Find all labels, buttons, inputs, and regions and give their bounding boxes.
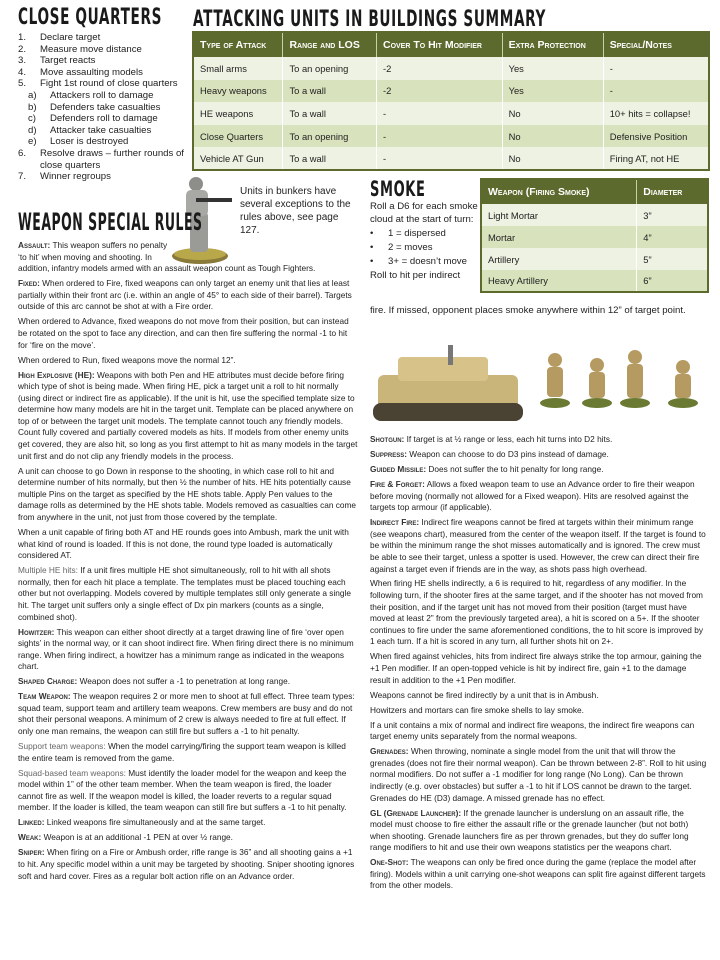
rule-term: Weak: <box>18 832 42 843</box>
table-cell: To an opening <box>283 57 377 80</box>
rule-term: Suppress: <box>370 448 407 459</box>
rule-text: This weapon suffers no penalty ‘to hit’ when moving and shooting. In addition, infantry models armed with an assault weapon count as Tough Fighters. <box>18 240 316 274</box>
step-text: Defenders roll to damage <box>50 113 158 125</box>
rule-paragraph <box>18 768 358 814</box>
step-text: Loser is destroyed <box>50 136 129 148</box>
rule-text: When ordered to Fire, fixed weapons can only target an enemy unit that lies at least partially within their front arc (i.e. within an angle of 45° to each side of their barrel). Targets outside of this arc cannot be shot at with a Fire order. <box>18 278 352 312</box>
step-text: Defenders take casualties <box>50 101 161 113</box>
table-cell: - <box>376 147 502 170</box>
column-header: Weapon (Firing Smoke) <box>481 179 637 204</box>
rule-paragraph <box>370 651 707 686</box>
rule-paragraph <box>18 370 358 463</box>
rule-text: If target is at ½ range or less, each hit turns into D2 hits. <box>404 434 613 444</box>
step-number: 5. <box>18 78 27 90</box>
image-wrap-spacer <box>173 240 358 252</box>
rule-text: When firing on a Fire or Ambush order, rifle range is 36” and all shooting gains a +1 to hit. Any specific model within a unit may be targeted by shooting. Sniper shooting ignores soft and hard cover. Fires as a regular bolt action rifle on an Advance order. <box>18 847 355 881</box>
rule-text: If a unit contains a mix of normal and indirect fire weapons, the indirect fire weapons can target enemy units separately from the normal weapons. <box>370 719 695 742</box>
rule-paragraph <box>370 578 707 648</box>
rule-term: High Explosive (HE): <box>18 369 95 380</box>
rule-term: GL (Grenade Launcher): <box>370 807 462 818</box>
smoke-table <box>480 178 709 293</box>
step-text: Attacker take casualties <box>50 124 152 136</box>
rule-paragraph <box>370 479 707 514</box>
rule-text: Weapon can choose to do D3 pins instead of damage. <box>406 448 609 459</box>
table-row <box>481 270 708 292</box>
step-item <box>18 32 190 44</box>
step-number: d) <box>28 124 37 136</box>
rule-term: Linked: <box>18 817 45 828</box>
vehicle-model-image <box>368 335 528 430</box>
rule-paragraph <box>18 676 358 688</box>
rule-text: If a unit fires multiple HE shot simultaneously, roll to hit with all shots normally, then for each hit place a template. The templates must be placed touching each other but not overlapping. Models covered by multiple templates still only generate a single hit. The target unit suffers only a single effect of Dx pin markers (counts as a single, combined shot). <box>18 565 351 622</box>
rule-text: When a unit capable of firing both AT and HE rounds goes into Ambush, mark the unit with what kind of round is loaded. If this is not done, the round type loaded is automatically considered AT. <box>18 527 349 561</box>
step-item <box>18 67 190 79</box>
step-number: 2. <box>18 43 27 55</box>
table-cell: Yes <box>502 57 603 80</box>
step-number: 4. <box>18 66 27 78</box>
table-cell: 3” <box>637 204 708 226</box>
step-text: Target reacts <box>40 55 96 67</box>
smoke-tail: Roll to hit per indirect <box>370 270 461 281</box>
rule-text: When throwing, nominate a single model from the unit that will throw the grenades (does not fire their normal weapon). Can be thrown between 2-8”. Roll to hit using normal modifiers. Do not suffer a -1 modifier for long range (No Long). Can be thrown indirectly (e.g. over obstacles) but suffer a -1 to hit if LOS cannot be drawn to the target. Grenades do HE (D3) damage. A missed grenade has no effect. <box>370 746 707 803</box>
step-number: b) <box>28 101 37 113</box>
step-number: 3. <box>18 55 27 67</box>
table-cell: 5” <box>637 248 708 270</box>
rule-text: Linked weapons fire simultaneously and at the same target. <box>44 817 266 828</box>
bunker-note: Units in bunkers have several exceptions to the rules above, see page 127. <box>240 186 351 236</box>
rule-text: When ordered to Run, fixed weapons move the normal 12”. <box>18 354 236 365</box>
rule-text: Must identify the loader model for the weapon and keep the model within 1” of the other team member. When the team weapon is fired, the loader cannot fire as well. If the weapon model is killed, the loader reverts to a regular squad member. If the loader is killed, the team weapon can still fire but suffers a -1 to hit penalty. <box>18 767 347 813</box>
rule-text: Weapons cannot be fired indirectly by a unit that is in Ambush. <box>370 689 599 700</box>
bullet-icon: • <box>370 256 374 267</box>
rule-paragraph <box>370 464 707 476</box>
smoke-intro: Roll a D6 for each smoke cloud at the start of turn: <box>370 201 478 225</box>
table-cell: Mortar <box>481 226 637 248</box>
rule-term: Shotgun: <box>370 434 405 444</box>
rule-text: Weapon is at an additional -1 PEN at over ½ range. <box>41 832 233 843</box>
rule-text: The weapon requires 2 or more men to shoot at full effect. Three team types: squad team, support team and artillery team weapons. Crew members are busy and do not shot their personal weapons. A minimum of 2 crew is always needed to fire at full effect. If only one man remains, the weapon can still fire but suffers a -1 to hit penalty. <box>18 691 355 737</box>
table-cell: 6” <box>637 270 708 292</box>
smoke-rules <box>370 200 478 282</box>
table-cell: -2 <box>376 57 502 80</box>
rule-text: When the model carrying/firing the support team weapon is killed the entire team is removed from the game. <box>18 741 346 763</box>
table-row <box>193 80 709 103</box>
smoke-tail-2: fire. If missed, opponent places smoke anywhere within 12” of target point. <box>370 305 686 316</box>
rule-sublabel: Multiple HE hits: <box>18 565 78 576</box>
bullet-text: 1 = dispersed <box>388 228 446 239</box>
bullet-icon: • <box>370 242 374 253</box>
rule-paragraph <box>370 705 707 717</box>
column-header: Type of Attack <box>193 32 283 57</box>
column-header: Diameter <box>637 179 708 204</box>
rule-text: The weapons can only be fired once during the game (replace the model after firing). Models within a unit carrying one-shot weapons can split fire against different targets from the other models. <box>370 857 706 891</box>
rule-term: Grenades: <box>370 746 409 757</box>
column-header: Cover To Hit Modifier <box>376 32 502 57</box>
rule-paragraph <box>18 466 358 524</box>
rule-text: Indirect fire weapons cannot be fired at targets within their minimum range (see weapons chart), measured from the center of the weapon itself. If the target is found to be within the minimum range the shot misses automatically and is ignored. The crew must be able to see their target, unless a spotter is used. However, the crew can direct their fire against a target even if friends are in the way, as shots pass high overhead. <box>370 517 706 574</box>
step-item <box>18 113 190 125</box>
rule-term: Shaped Charge: <box>18 676 78 687</box>
table-row <box>481 204 708 226</box>
column-header: Extra Protection <box>502 32 603 57</box>
rule-paragraph <box>18 316 358 351</box>
rule-paragraph <box>370 857 707 892</box>
rule-text: A unit can choose to go Down in response to the shooting, in which case roll to hit and determine number of hits normally, but then ½ the number of hits. HE hits potentially cause multiple Pins on the target as specified by the HE shots table. Apply Pen values to the damage rolls as determined by the HE shots table. Models removed as casualties can come from anywhere in the unit, not just from those covered by the template. <box>18 465 357 523</box>
table-row <box>193 147 709 170</box>
rule-term: Howitzer: <box>18 626 55 637</box>
table-cell: Artillery <box>481 248 637 270</box>
table-cell: - <box>603 80 709 103</box>
step-item <box>18 78 190 90</box>
rule-paragraph <box>18 355 358 367</box>
rule-paragraph <box>18 278 358 313</box>
table-row <box>193 102 709 125</box>
table-cell: Defensive Position <box>603 125 709 148</box>
rule-paragraph <box>18 817 358 829</box>
step-item <box>18 171 190 183</box>
step-number: 6. <box>18 147 27 159</box>
rule-text: Weapons with both Pen and HE attributes must decide before firing which type of shot is being made. When firing HE, pick a target unit a roll to hit normally (using direct or indirect fire as applicable). If the unit is hit, use the specified template size to determine how many models are hit in the target unit. Template can be placed anywhere on top of or between the target unit models. The template cannot touch any friendly models. Count fully covered and partially covered models as hits. If models from other enemy units get covered, they are also hit, so long as you first attempt to hit as many models in the target unit first and do not clip any friendly models in the process. <box>18 369 358 461</box>
rule-paragraph <box>18 527 358 562</box>
bullet-icon: • <box>370 228 374 239</box>
weapon-rules-heading: WEAPON SPECIAL RULES <box>18 208 203 236</box>
table-cell: Firing AT, not HE <box>603 147 709 170</box>
table-cell: Yes <box>502 80 603 103</box>
smoke-bullet <box>370 227 478 240</box>
step-item <box>18 90 190 102</box>
step-item <box>18 148 190 171</box>
buildings-table <box>192 31 710 171</box>
step-number: 7. <box>18 171 27 183</box>
rule-term: One-Shot: <box>370 857 409 868</box>
rule-term: Fire & Forget: <box>370 478 425 489</box>
rule-paragraph <box>18 691 358 737</box>
rule-text: If the grenade launcher is underslung on an assault rifle, the model must choose to fire either the assault rifle or the grenade launcher (but not both) when shooting. Grenade launchers fire as per thrown grenades, but they do suffer long range modifiers to hit and use their own weapons statistics per the weapons chart. <box>370 807 689 853</box>
table-cell: To an opening <box>283 125 377 148</box>
rule-paragraph <box>370 690 707 702</box>
close-quarters-heading: CLOSE QUARTERS <box>18 5 163 30</box>
rule-term: Sniper: <box>18 847 45 858</box>
table-cell: 10+ hits = collapse! <box>603 102 709 125</box>
step-item <box>18 102 190 114</box>
column-header: Range and LOS <box>283 32 377 57</box>
rule-paragraph <box>370 449 707 461</box>
step-number: e) <box>28 136 37 148</box>
rule-paragraph <box>18 627 358 673</box>
table-cell: Close Quarters <box>193 125 283 148</box>
step-item <box>18 55 190 67</box>
buildings-heading: ATTACKING UNITS IN BUILDINGS SUMMARY <box>193 7 546 32</box>
rule-term: Fixed: <box>18 278 40 289</box>
table-cell: No <box>502 125 603 148</box>
table-cell: - <box>376 102 502 125</box>
table-cell: Small arms <box>193 57 283 80</box>
smoke-heading: SMOKE <box>370 177 426 201</box>
rule-text: When ordered to Advance, fixed weapons do not move from their position, but can instead be rotated on the spot to face any direction, and can then fire suffering the normal -1 to hit for ‘fire on the move’. <box>18 316 349 350</box>
rule-text: When firing HE shells indirectly, a 6 is required to hit, regardless of any modifier. In the following turn, if the shooter fires at the same target, and if the shooter has not moved from their position, and if the target unit has not moved from their position (target must have moved at least 2” from the previously targeted area), a hit is scored on a 5+. If the shooter continues to fire under the same aforementioned conditions, the to hit score is improved by 1 each turn. If a hit is scored in any turn, all further shots hit on 2+. <box>370 578 703 647</box>
close-quarters-steps <box>18 32 190 183</box>
rule-text: Howitzers and mortars can fire smoke shells to lay smoke. <box>370 704 584 715</box>
table-cell: No <box>502 147 603 170</box>
table-row <box>481 226 708 248</box>
rule-paragraph <box>18 565 358 623</box>
rule-sublabel: Squad-based team weapons: <box>18 767 126 778</box>
step-text: Resolve draws – further rounds of close quarters <box>40 147 184 171</box>
rule-paragraph <box>370 808 707 854</box>
table-cell: No <box>502 102 603 125</box>
rule-paragraph <box>370 517 707 575</box>
table-cell: - <box>376 125 502 148</box>
infantry-miniatures-image <box>535 345 705 415</box>
rule-term: Assault: <box>18 240 51 250</box>
bullet-text: 2 = moves <box>388 242 433 253</box>
step-text: Winner regroups <box>40 171 111 183</box>
table-cell: Heavy weapons <box>193 80 283 103</box>
rule-text: Allows a fixed weapon team to use an Advance order to fire their weapon before moving (normally not allowed for a Fixed weapon). Hits are resolved against the targets top armour (if applicable). <box>370 478 695 513</box>
step-number: 1. <box>18 32 27 43</box>
step-text: Attackers roll to damage <box>50 89 154 101</box>
table-cell: HE weapons <box>193 102 283 125</box>
table-cell: To a wall <box>283 80 377 103</box>
rule-text: Does not suffer the to hit penalty for long range. <box>426 463 604 474</box>
table-cell: Vehicle AT Gun <box>193 147 283 170</box>
step-item <box>18 44 190 56</box>
column-header: Special/Notes <box>603 32 709 57</box>
rule-paragraph <box>18 847 358 882</box>
rule-sublabel: Support team weapons: <box>18 741 106 752</box>
rule-paragraph <box>18 741 358 764</box>
weapon-rules-left-column <box>18 240 358 886</box>
weapon-rules-right-column <box>370 434 707 895</box>
smoke-bullet <box>370 255 478 268</box>
table-cell: Heavy Artillery <box>481 270 637 292</box>
step-text: Measure move distance <box>40 43 142 55</box>
rule-paragraph <box>370 434 707 446</box>
rule-paragraph <box>18 240 358 275</box>
rule-term: Indirect Fire: <box>370 517 420 528</box>
step-text: Fight 1st round of close quarters <box>40 78 178 90</box>
step-number: a) <box>28 89 37 101</box>
table-cell: -2 <box>376 80 502 103</box>
table-cell: - <box>603 57 709 80</box>
table-row <box>193 57 709 80</box>
step-text: Move assaulting models <box>40 66 143 78</box>
smoke-bullet <box>370 241 478 254</box>
rule-paragraph <box>18 832 358 844</box>
rule-paragraph <box>370 746 707 804</box>
table-row <box>193 125 709 148</box>
rule-term: Team Weapon: <box>18 691 71 702</box>
rule-paragraph <box>370 720 707 743</box>
table-cell: To a wall <box>283 102 377 125</box>
step-number: c) <box>28 113 36 125</box>
step-item <box>18 136 190 148</box>
rule-term: Guided Missile: <box>370 463 427 474</box>
table-cell: 4” <box>637 226 708 248</box>
rule-text: This weapon can either shoot directly at a target drawing line of fire ‘over open sights’ in the normal way, or it can shoot indirect fire. When firing direct there is no minimum range. When firing indirect, a howitzer has a minimum range as indicated in the weapons chart. <box>18 626 354 672</box>
step-text: Declare target <box>40 32 101 43</box>
bullet-text: 3+ = doesn’t move <box>388 256 467 267</box>
table-row <box>481 248 708 270</box>
rule-text: Weapon does not suffer a -1 to penetration at long range. <box>77 676 291 687</box>
rule-text: When fired against vehicles, hits from indirect fire always strike the top armour, gaining the +1 Pen modifier. If an open-topped vehicle is hit by indirect fire, gain +1 to the damage result in addition to the +1 Pen modifier. <box>370 651 702 685</box>
step-item <box>18 125 190 137</box>
table-cell: Light Mortar <box>481 204 637 226</box>
table-cell: To a wall <box>283 147 377 170</box>
